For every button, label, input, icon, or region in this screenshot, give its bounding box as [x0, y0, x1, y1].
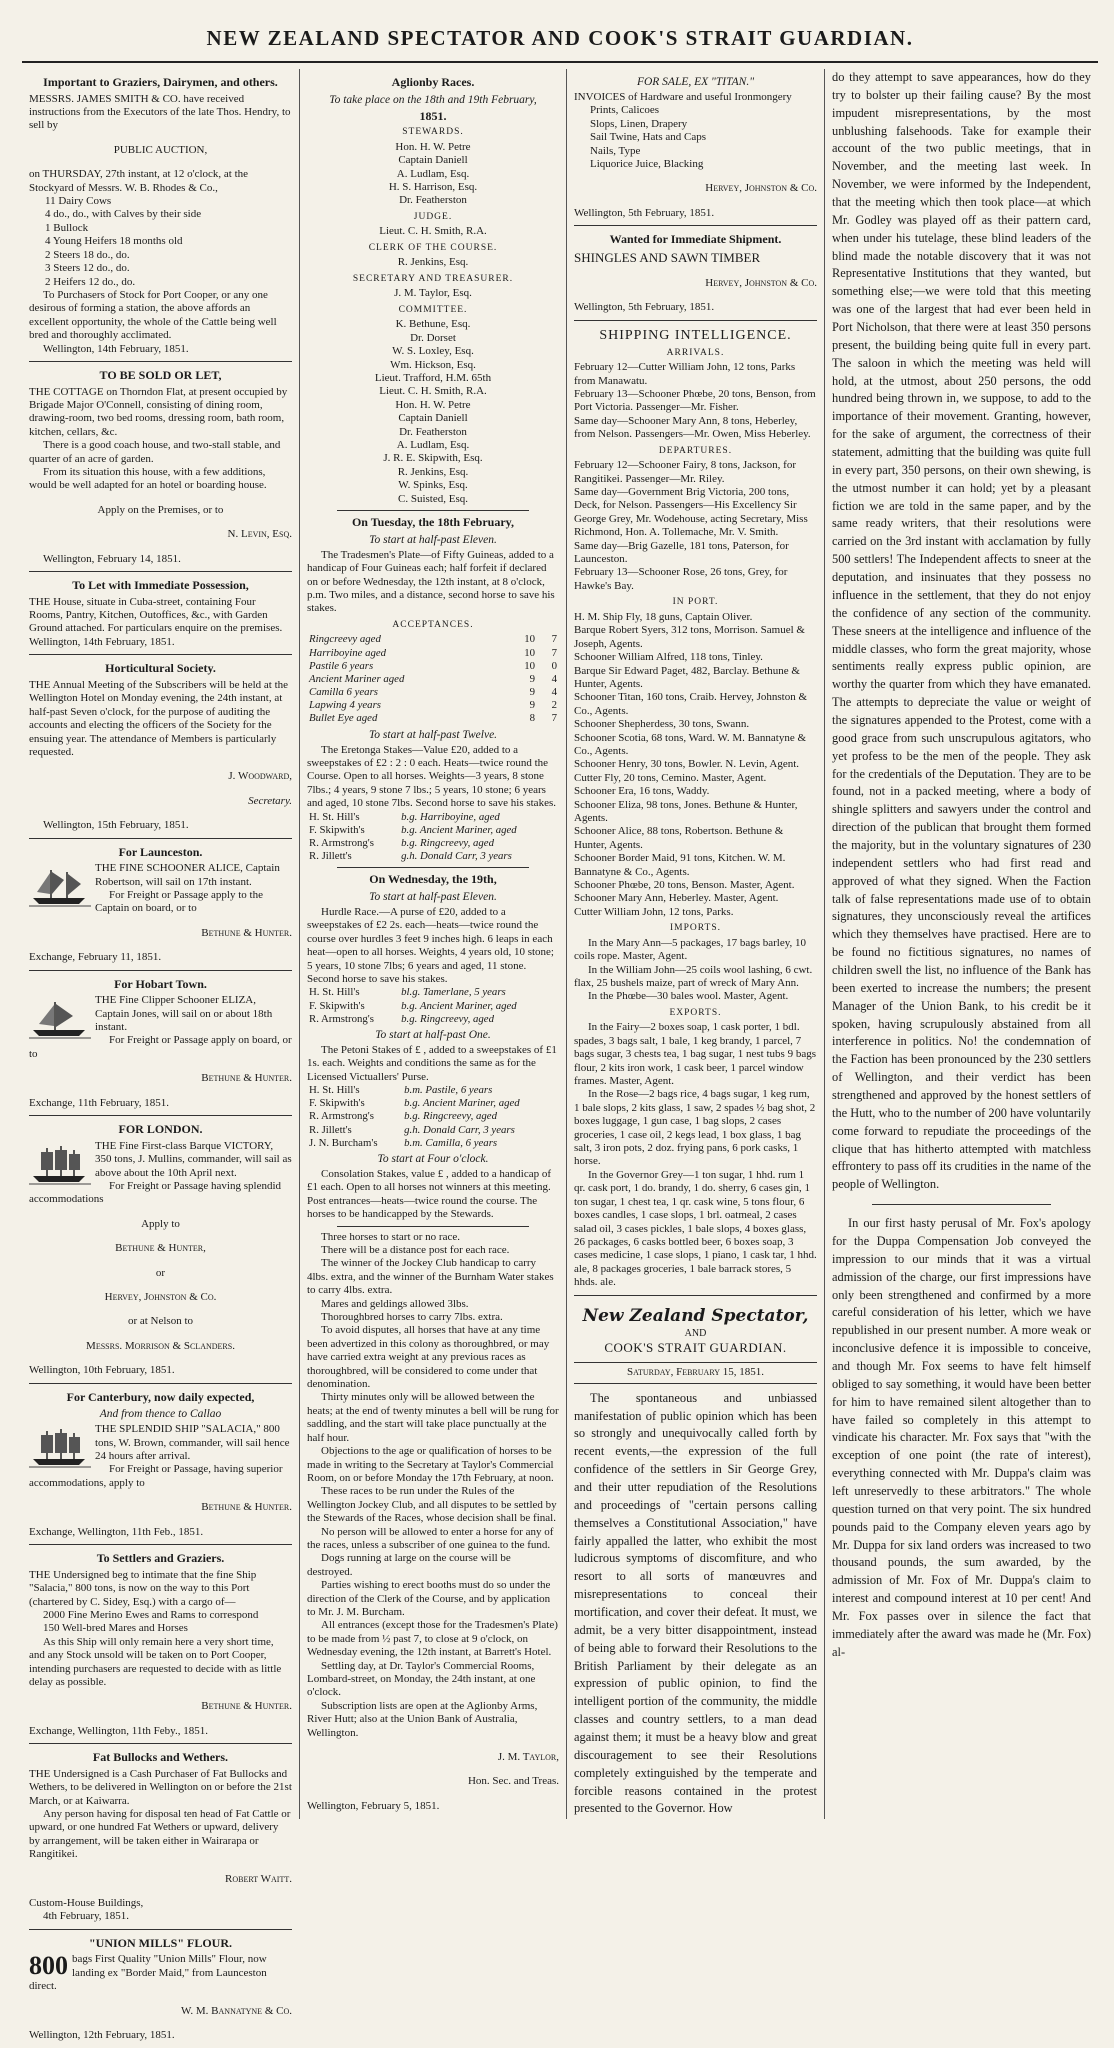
table-row	[307, 1124, 559, 1137]
table-row	[307, 1000, 559, 1013]
list-item: Nails, Type	[590, 144, 641, 157]
ad-bullocks	[29, 1744, 292, 1930]
ad-let	[29, 572, 292, 655]
ad-or: or	[155, 1266, 166, 1279]
rule: No person will be allowed to enter a horse for any of the races, unless a subscriber of one guinea to the fund.	[307, 1525, 554, 1551]
ad-date: Exchange, February 11, 1851.	[29, 951, 162, 964]
arrival-entry: Same day—Schooner Mary Ann, 8 tons, Heberley, from Nelson. Passengers—Mr. Owen, Miss Heberley.	[574, 414, 811, 441]
weight-stone: 10	[524, 659, 535, 672]
owner: F. Skipwith's	[309, 999, 365, 1012]
import-entry: In the Mary Ann—5 packages, 17 bags barley, 10 coils rope. Master, Agent.	[574, 936, 807, 963]
secretary: J. M. Taylor, Esq.	[394, 287, 472, 300]
ad-launceston	[29, 839, 292, 971]
ad-apply: Apply on the Premises, or to	[97, 503, 224, 516]
ad-heading: For Hobart Town.	[114, 976, 207, 991]
ad-signature: Bethune & Hunter.	[201, 1501, 292, 1514]
race-rules	[307, 1231, 559, 1740]
ad-freight: For Freight or Passage having splendid accommodations	[29, 1179, 282, 1206]
committee-member: Lieut. C. H. Smith, R.A.	[379, 385, 487, 398]
list-item: 4 Young Heifers 18 months old	[45, 235, 183, 248]
in-port-entry: Schooner William Alfred, 118 tons, Tinley.	[574, 651, 763, 664]
weight-lb: 7	[551, 712, 557, 725]
steward: H. S. Harrison, Esq.	[388, 181, 478, 194]
ad-flour	[29, 1930, 292, 2048]
weight-lb: 0	[551, 659, 557, 672]
in-port-entry: Schooner Scotia, 68 tons, Ward. W. M. Bannatyne & Co., Agents.	[574, 731, 807, 757]
goods-list	[590, 104, 817, 171]
departures-label: DEPARTURES.	[658, 445, 733, 456]
in-port-entry: Cutter William John, 12 tons, Parks.	[574, 905, 734, 918]
weight-stone: 9	[529, 699, 535, 712]
rule: Thoroughbred horses to carry 7lbs. extra.	[321, 1311, 503, 1324]
in-port-entry: H. M. Ship Fly, 18 guns, Captain Oliver.	[574, 610, 753, 623]
ad-date: Wellington, 14th February, 1851.	[43, 342, 189, 355]
ad-date: Wellington, 14th February, 1851.	[29, 635, 175, 648]
table-row	[307, 1137, 559, 1150]
ad-freight: For Freight or Passage, having superior accommodations, apply to	[29, 1463, 283, 1489]
committee-label: COMMITTEE.	[398, 304, 468, 315]
horse-name: Ringcreevy aged	[309, 633, 381, 646]
steward: A. Ludlam, Esq.	[396, 167, 470, 180]
list-item: 4 do., do., with Calves by their side	[45, 208, 202, 221]
steward: Captain Daniell	[398, 154, 468, 167]
ad-body: THE FINE SCHOONER ALICE, Captain Robertson, will sail on 17th instant.	[95, 862, 280, 888]
in-port-entry: Barque Robert Syers, 312 tons, Morrison. Samuel & Joseph, Agents.	[574, 624, 805, 650]
owner: J. N. Burcham's	[309, 1136, 378, 1149]
rule: Mares and geldings allowed 3lbs.	[321, 1297, 469, 1310]
judge-label: JUDGE.	[413, 211, 453, 222]
list-item: Slops, Linen, Drapery	[590, 117, 688, 130]
departure-entry: February 13—Schooner Rose, 26 tons, Grey, for Hawke's Bay.	[574, 566, 788, 592]
ad-signature: N. Levin, Esq.	[227, 528, 292, 541]
ad-signature: Bethune & Hunter.	[201, 1700, 292, 1713]
horse: g.h. Donald Carr, 3 years	[401, 850, 512, 863]
ad-subheading: And from thence to Callao	[99, 1408, 222, 1421]
rule: These races to be run under the Rules of the Wellington Jockey Club, and all disputes to be settled by the Stewards of the Races, whose decision shall be final.	[307, 1485, 557, 1525]
exports-label: EXPORTS.	[669, 1007, 722, 1018]
table-row	[307, 837, 559, 850]
horse: b.g. Ancient Mariner, aged	[404, 1097, 520, 1110]
rule: Thirty minutes only will be allowed between the heats; at the end of twenty minutes a bell will be rung for saddling, and the start will take place punctually at the half hour.	[307, 1391, 559, 1444]
rule: To avoid disputes, all horses that have at any time been advertized in this colony as thoroughbred, or may have carried extra weight at any previous races as thoroughbred, will be considered to come under that denomination.	[307, 1324, 550, 1391]
ad-heading: TO BE SOLD OR LET,	[99, 367, 222, 382]
ad-horticultural	[29, 655, 292, 838]
divider	[872, 1204, 1051, 1205]
rule: All entrances (except those for the Tradesmen's Plate) to be made from ½ past 7, to close at 9 o'clock, on Wednesday evening, the 12th instant, at Barrett's Hotel.	[307, 1619, 558, 1659]
committee-member: Hon. H. W. Petre	[395, 398, 471, 411]
list-item: 1 Bullock	[45, 221, 89, 234]
entries-table	[307, 986, 559, 1026]
horse-name: Pastile 6 years	[309, 659, 374, 672]
ad-heading: Horticultural Society.	[105, 661, 216, 676]
acceptances-label: ACCEPTANCES.	[392, 619, 474, 630]
signature: J. M. Taylor,	[497, 1751, 559, 1764]
departure-entry: February 12—Schooner Fairy, 8 tons, Jackson, for Rangitikei. Passenger—Mr. Riley.	[574, 459, 796, 485]
day-heading: On Tuesday, the 18th February,	[351, 515, 515, 530]
horse: b.g. Ringcreevy, aged	[401, 1012, 494, 1025]
ad-date: Exchange, Wellington, 11th Feb., 1851.	[29, 1525, 204, 1538]
start-time: To start at half-past Twelve.	[368, 728, 498, 741]
table-row	[307, 850, 559, 863]
acceptances-table	[307, 633, 559, 725]
ad-cargo: 150 Well-bred Mares and Horses	[43, 1622, 188, 1635]
horse-name: Bullet Eye aged	[309, 712, 378, 725]
ad-body: THE SPLENDID SHIP "SALACIA," 800 tons, W. Brown, commander, will sail hence 24 hours after arrival.	[95, 1423, 290, 1463]
paper-and: AND	[684, 1328, 707, 1340]
in-port-entry: Barque Sir Edward Paget, 482, Barclay. Bethune & Hunter, Agents.	[574, 664, 800, 690]
ad-signature: Hervey, Johnston & Co.	[705, 276, 817, 289]
owner: H. St. Hill's	[309, 810, 360, 823]
ad-body: Any person having for disposal ten head of Fat Cattle or upward, or one hundred Fat Wethers or upward, delivery by arrangement, will be taken either in Wairarapa or Rangitikei.	[29, 1808, 291, 1861]
import-entry: In the Phœbe—30 bales wool. Master, Agent.	[588, 990, 789, 1003]
race-description: The Eretonga Stakes—Value £20, added to a sweepstakes of £2 : 2 : 0 each. Heats—twice round the Course. Open to all horses. Weights—3 years, 8 stone 7lbs.; 4 years, 9 stone 7 lbs.; 5 years, 10 stone; 6 years and aged, 10 stone 7lbs. Second horse to save his stakes.	[307, 743, 556, 810]
rule: Parties wishing to erect booths must do so under the direction of the Clerk of the Course, and by application to Mr. J. M. Burcham.	[307, 1579, 551, 1618]
owner: R. Jillett's	[309, 850, 352, 863]
ad-at: or at Nelson to	[127, 1315, 194, 1328]
weight-lb: 7	[551, 633, 557, 646]
column-3	[566, 69, 824, 1819]
ad-heading: Important to Graziers, Dairymen, and others.	[43, 75, 278, 89]
export-entry: In the Governor Grey—1 ton sugar, 1 hhd. rum 1 qr. cask port, 1 do. brandy, 1 do. sherry, 6 cases gin, 1 ton sugar, 1 chest tea, 1 qr. cask wine, 5 tons flour, 6 boxes candles, 1 case slops, 1 brl. oatmeal, 2 cases salad oil, 3 cases pickles, 1 bale slops, 4 boxes glass, 26 packages, 6 casks bottled beer, 6 boxes soap, 3 cases medicine, 1 case slops, 1 piano, 1 cask tar, 1 hhd. ale, 8 packages groceries, 1 bale barrack stores, 5 hhds. ale.	[574, 1168, 817, 1289]
ad-public-auction: PUBLIC AUCTION,	[113, 143, 208, 156]
horse-name: Lapwing 4 years	[309, 699, 381, 712]
ad-body: SHINGLES AND SAWN TIMBER	[574, 249, 761, 265]
committee-member: Captain Daniell	[398, 412, 468, 425]
ad-signature: Robert Waitt.	[225, 1872, 292, 1885]
ad-apply: Apply to	[141, 1217, 180, 1230]
ad-body: THE COTTAGE on Thorndon Flat, at present occupied by Brigade Major O'Connell, consisting of dining room, drawing-room, two bed rooms, dressing room, bath room, kitchen, cellars, &c.	[29, 385, 288, 438]
list-item: 3 Steers 12 do., do.	[45, 262, 130, 275]
ad-freight: For Freight or Passage apply on board, or to	[29, 1034, 292, 1060]
owner: R. Armstrong's	[309, 836, 374, 849]
ad-body: THE House, situate in Cuba-street, containing Four Rooms, Pantry, Kitchen, Outoffices, &c., with Garden Ground attached. For particulars enquire on the premises.	[29, 595, 283, 635]
ad-heading: For Canterbury, now daily expected,	[66, 1389, 255, 1404]
ad-shingles	[574, 226, 817, 320]
column-1	[22, 69, 299, 2042]
in-port-entry: Schooner Alice, 88 tons, Robertson. Bethune & Hunter, Agents.	[574, 825, 784, 851]
committee-member: R. Jenkins, Esq.	[397, 465, 469, 478]
shipping-intelligence	[574, 321, 817, 1296]
ad-signature: Bethune & Hunter.	[201, 926, 292, 939]
race-description: The Tradesmen's Plate—of Fifty Guineas, added to a handicap of Four Guineas each; half forfeit if declared on or before Wednesday, the 12th instant, at 8 o'clock, p.m. Two miles, and a distance, second horse to save his stakes.	[307, 548, 555, 615]
committee-member: K. Bethune, Esq.	[395, 318, 471, 331]
ad-signature-title: Secretary.	[248, 794, 292, 807]
table-row	[307, 699, 559, 712]
race-description: The Petoni Stakes of £ , added to a sweepstakes of £1 1s. each. Weights and conditions the same as for the Licensed Victuallers' Purse.	[307, 1043, 557, 1083]
stock-list	[45, 195, 292, 289]
ship-icon	[29, 1142, 91, 1186]
start-time: To start at half-past Eleven.	[369, 890, 497, 903]
signature-title: Hon. Sec. and Treas.	[467, 1775, 559, 1788]
in-port-entry: Schooner Phœbe, 20 tons, Benson. Master, Agent.	[574, 879, 795, 891]
ad-body: From its situation this house, with a few additions, would be well adapted for an hotel or boarding house.	[29, 466, 267, 492]
committee-member: Wm. Hickson, Esq.	[390, 358, 476, 371]
imports-label: IMPORTS.	[670, 923, 721, 934]
horse: b.g. Ringcreevy, aged	[401, 836, 494, 849]
rule: Dogs running at large on the course will be destroyed.	[307, 1552, 511, 1578]
ad-date: Wellington, 5th February, 1851.	[574, 206, 715, 219]
ad-date: Custom-House Buildings,	[29, 1897, 144, 1910]
ad-date: Wellington, 5th February, 1851.	[574, 301, 715, 314]
ad-date: Wellington, 12th February, 1851.	[29, 2029, 175, 2042]
ad-heading: To Settlers and Graziers.	[96, 1551, 225, 1566]
arrival-entry: February 12—Cutter William John, 12 tons, Parks from Manawatu.	[574, 361, 796, 387]
stewards-label: STEWARDS.	[402, 127, 464, 138]
ad-signature: Hervey, Johnston & Co.	[104, 1290, 217, 1303]
table-row	[307, 986, 559, 999]
committee-member: W. Spinks, Esq.	[398, 479, 468, 492]
owner: F. Skipwith's	[309, 1097, 365, 1110]
races-year: 1851.	[419, 108, 447, 123]
paper-subtitle: COOK'S STRAIT GUARDIAN.	[604, 1340, 787, 1356]
ad-body: As this Ship will only remain here a very short time, and any Stock unsold will be taken on to Port Cooper, intending purchasers are requested to decide with as little delay as possible.	[29, 1635, 282, 1688]
editorial-continuation: do they attempt to save appearances, how do they try to bolster up their failing cause? By the most impudent misrepresentations, by the most unblushing falsehoods. Take for example their account of the two public meetings, that in November, and the meeting last week. In November, we were informed by the Independent, that the meeting which then took place—at which Mr. Godley was played off as their pattern card, when under his tutelage, these blind leaders of the blind made the notable discovery that it was not Representative Institutions that they wanted, but something else;—we were told that this meeting was one of the largest that had ever been held in Port Nicholson, that there were at least 350 persons present, the building being quite full in every part. The saloon in which the meeting was held will hold, at the utmost, about 250 persons, the odd hundred being thrown in, we suppose, to add to the importance of their movement. Granting, however, for the sake of argument, the correctness of their statement, admitting that the building was quite full in every part, 350 persons, on their own shewing, is the utmost number it can hold; yet by a pleasant fiction we are told in the same paper, and by the same ready writers, that their resolutions were carried on the 3rd instant with acclamation by fully 500 settlers! The Independent affects to sneer at the deputation, and insinuates that they possess no influence in the settlement, that they do not enjoy the confidence of any section of the community. These sneers at the intelligence and influence of the middle classes, who form the great majority, whose sentiments really express public opinion, are worthy the quarter from which they have emanated. The attempts to depreciate the value or weight of the signatures appended to the Protest, come with a good grace from such unscrupulous agitators, who yet profess to be the men of the people. They ask for the credentials of the Deputation. They are to be found, not in a packed meeting, where a body of shingle splitters and sawyers under the control and direction of the publican that brought them formed the majority, but in the voluntary signatures of 230 independent settlers who had first read and approved of what they signed. When the Faction talk of false representations made use of to obtain signatures, they unconsciously reveal the artifices which they themselves have practised. Here are to be found no fictitious signatures, no names of children swell the list, no influence of the Bank has been exerted to increase the numbers; the present Manager of the Union Bank, to his credit be it spoken, having scrupulously abstained from all interference in politics. No! the condemnation of the Faction has been pronounced by the 230 settlers of Wellington, and their verdict has been strengthened and approved by the honest settlers of the Hutt, who to the number of 200 have voluntarily come forward to repudiate the proceedings of the clique that has hitherto attempted with matchless effrontery to pass off its crudities in the name of the people of Wellington.	[832, 70, 1091, 1192]
ship-icon	[29, 864, 91, 908]
committee-member: Lieut. Trafford, H.M. 65th	[374, 372, 492, 385]
rule: There will be a distance post for each race.	[321, 1244, 510, 1257]
in-port-entry: Schooner Border Maid, 91 tons, Kitchen. W. M. Bannatyne & Co., Agents.	[574, 852, 786, 878]
horse: b.g. Harriboyine, aged	[401, 810, 500, 823]
departure-entry: Same day—Brig Gazelle, 181 tons, Paterson, for Launceston.	[574, 539, 789, 566]
editorial-paragraph: In our first hasty perusal of Mr. Fox's apology for the Duppa Compensation Job conveyed the impression to our minds that it was a virtual admission of the charge, our first impressions have only been strengthened and confirmed by a more careful consideration of his letter, which we have republished in our present number. A more weak or inconclusive defence it is impossible to conceive, and though Mr. Fox seems to have felt himself obliged to say something, it would have been better for him to have remained silent altogether than to have failed so completely in this attempt to vindicate his character. Mr. Fox says that "with the exception of one point (the rate of interest), everything connected with Mr. Duppa's claim was left unreservedly to these arbitrators." The whole question turned on that very point. The six hundred pounds paid to the Company eleven years ago by Mr. Duppa for six land orders was increased to two thousand pounds, the sum awarded, by the admission of Mr. Fox of Mr. Duppa's claim to interest and compound interest at 10 per cent! And Mr. Fox passes over in silence the fact that immediately after the award was made he (Mr. Fox) al-	[832, 1216, 1091, 1659]
in-port-entry: Schooner Mary Ann, Heberley. Master, Agent.	[574, 892, 779, 905]
judge: Lieut. C. H. Smith, R.A.	[379, 225, 487, 238]
ad-body: MESSRS. JAMES SMITH & CO. have received instructions from the Executors of the late Thos. Hendry, to sell by	[29, 92, 291, 132]
table-row	[307, 633, 559, 646]
weight-lb: 4	[551, 672, 557, 685]
steward: Hon. H. W. Petre	[395, 140, 471, 153]
rule: Objections to the age or qualification of horses to be made in writing to the Secretary at Taylor's Commercial Room, on or before Monday the 17th February, at noon.	[307, 1445, 554, 1484]
ship-icon	[29, 1425, 91, 1469]
weight-stone: 8	[529, 712, 535, 725]
ad-body: THE Undersigned is a Cash Purchaser of Fat Bullocks and Wethers, to be delivered in Wellington on or before the 21st March, or at Kaiwarra.	[29, 1767, 292, 1807]
ad-date: Exchange, 11th February, 1851.	[29, 1096, 170, 1109]
secretary-label: SECRETARY AND TREASURER.	[352, 273, 514, 284]
table-row	[307, 673, 559, 686]
clerk: R. Jenkins, Esq.	[397, 256, 469, 269]
ad-date: Exchange, Wellington, 11th Feby., 1851.	[29, 1724, 208, 1737]
table-row	[307, 1084, 559, 1097]
horse: b.g. Ringcreevy, aged	[404, 1110, 497, 1123]
ad-body: INVOICES of Hardware and useful Ironmongery	[574, 91, 792, 104]
table-row	[307, 1013, 559, 1026]
in-port-entry: Schooner Era, 16 tons, Waddy.	[574, 785, 710, 798]
rule: Settling day, at Dr. Taylor's Commercial Rooms, Lombard-street, on Monday, the 24th instant, at one o'clock.	[307, 1659, 536, 1699]
horse: b.g. Ancient Mariner, aged	[401, 999, 517, 1012]
weight-stone: 10	[524, 646, 535, 659]
arrival-entry: February 13—Schooner Phœbe, 20 tons, Benson, from Port Victoria. Passenger—Mr. Fisher.	[574, 388, 816, 414]
in-port-entry: Schooner Titan, 160 tons, Craib. Hervey, Johnston & Co., Agents.	[574, 691, 808, 717]
ad-hobart	[29, 971, 292, 1116]
owner: H. St. Hill's	[309, 1084, 360, 1097]
ad-sold	[29, 362, 292, 572]
list-item: Liquorice Juice, Blacking	[590, 158, 704, 171]
ad-signature: Bethune & Hunter.	[201, 1072, 292, 1085]
ad-body: bags First Quality "Union Mills" Flour, now landing ex "Border Maid," from Launceston direct.	[29, 1953, 267, 1993]
column-2	[299, 69, 566, 1819]
committee-member: J. R. E. Skipwith, Esq.	[383, 452, 483, 465]
horse: b.m. Pastile, 6 years	[404, 1084, 493, 1097]
list-item: 2 Steers 18 do., do.	[45, 248, 130, 261]
ad-signature: Bethune & Hunter,	[115, 1242, 206, 1255]
ad-body: THE Undersigned beg to intimate that the fine Ship "Salacia," 800 tons, is now on the way to this Port (chartered by C. Sidey, Esq.) with a cargo of—	[29, 1568, 257, 1608]
horse: bl.g. Tamerlane, 5 years	[401, 986, 506, 999]
paper-title: New Zealand Spectator,	[582, 1305, 809, 1326]
rule: The winner of the Jockey Club handicap to carry 4lbs. extra, and the winner of the Burnham Water stakes to carry 4lbs. extra.	[307, 1257, 554, 1297]
committee-member: Dr. Dorset	[410, 331, 456, 344]
rule: Subscription lists are open at the Aglionby Arms, River Hutt; also at the Union Bank of Australia, Wellington.	[307, 1699, 538, 1739]
ad-heading: For Launceston.	[118, 844, 203, 859]
horse-name: Camilla 6 years	[309, 686, 378, 699]
races-heading: Aglionby Races.	[391, 75, 475, 89]
weight-stone: 9	[529, 672, 535, 685]
ad-heading: FOR LONDON.	[118, 1122, 203, 1137]
ad-date: Wellington, 10th February, 1851.	[29, 1364, 175, 1377]
section-heading: SHIPPING INTELLIGENCE.	[599, 327, 792, 343]
rule: Three horses to start or no race.	[321, 1230, 460, 1243]
ad-detail: on THURSDAY, 27th instant, at 12 o'clock, at the Stockyard of Messrs. W. B. Rhodes & Co.,	[29, 168, 249, 194]
start-time: To start at half-past One.	[375, 1028, 491, 1041]
ad-canterbury	[29, 1384, 292, 1545]
in-port-entry: Schooner Henry, 30 tons, Bowler. N. Levin, Agent.	[574, 758, 800, 771]
table-row	[307, 1097, 559, 1110]
entries-table	[307, 811, 559, 864]
committee-member: W. S. Loxley, Esq.	[392, 345, 474, 358]
committee-member: C. Suisted, Esq.	[398, 492, 468, 505]
paper-date: Saturday, February 15, 1851.	[574, 1362, 817, 1383]
ad-settlers	[29, 1545, 292, 1744]
list-item: 11 Dairy Cows	[45, 195, 112, 208]
ad-signature: W. M. Bannatyne & Co.	[181, 2004, 292, 2017]
list-item: 2 Heifers 12 do., do.	[45, 275, 136, 288]
horse: b.g. Ancient Mariner, aged	[401, 823, 517, 836]
ad-date: Wellington, 15th February, 1851.	[43, 819, 189, 832]
ad-body: There is a good coach house, and two-stall stable, and quarter of an acre of garden.	[29, 439, 281, 465]
entries-table	[307, 1084, 559, 1150]
divider	[337, 510, 529, 511]
ad-heading: To Let with Immediate Possession,	[72, 578, 249, 593]
in-port-entry: Cutter Fly, 20 tons, Cemino. Master, Agent.	[574, 771, 767, 784]
ad-date: 4th February, 1851.	[43, 1910, 130, 1923]
in-port-label: IN PORT.	[672, 597, 719, 608]
flour-quantity: 800	[29, 1951, 68, 1981]
race-description: Consolation Stakes, value £ , added to a handicap of £1 each. Open to all horses not winners at this meeting. Post entrances—heats—twice round the course. The horses to be handicapped by the Stewards.	[307, 1167, 552, 1221]
export-entry: In the Fairy—2 boxes soap, 1 cask porter, 1 bdl. spades, 3 bags salt, 1 bale, 1 keg brandy, 1 parcel, 7 bags sugar, 3 chests tea, 1 bag sugar, 1 nest tubs 9 bags flour, 2 kits iron work, 1 cask beer, 1 parcel window frames. Master, Agent.	[574, 1021, 816, 1088]
import-entry: In the William John—25 coils wool lashing, 6 cwt. flax, 25 bushels maize, part of wreck of Mary Ann.	[574, 963, 813, 990]
table-row	[307, 686, 559, 699]
ad-graziers	[29, 69, 292, 362]
owner: R. Armstrong's	[309, 1012, 374, 1025]
owner: R. Armstrong's	[309, 1110, 374, 1123]
ad-heading: FOR SALE, EX "TITAN."	[636, 76, 755, 88]
horse: g.h. Donald Carr, 3 years	[404, 1123, 515, 1136]
columns	[22, 69, 1098, 2042]
races-dates: To take place on the 18th and 19th February,	[329, 93, 537, 106]
in-port-entry: Schooner Eliza, 98 tons, Jones. Bethune & Hunter, Agents.	[574, 798, 798, 824]
ad-body: THE Fine First-class Barque VICTORY, 350 tons, J. Mullins, commander, will sail as above about the 10th April next.	[95, 1139, 292, 1179]
ad-freight: For Freight or Passage apply to the Captain on board, or to	[95, 889, 263, 915]
weight-stone: 10	[524, 633, 535, 646]
races-notice	[307, 69, 559, 1818]
ad-body: THE Fine Clipper Schooner ELIZA, Captain Jones, will sail on or about 18th instant.	[95, 994, 273, 1034]
clerk-label: CLERK OF THE COURSE.	[368, 242, 498, 253]
table-row	[307, 1110, 559, 1123]
column-4	[824, 69, 1098, 1819]
owner: R. Jillett's	[309, 1123, 352, 1136]
horse-name: Harriboyine aged	[309, 646, 387, 659]
table-row	[307, 824, 559, 837]
horse-name: Ancient Mariner aged	[309, 672, 405, 685]
list-item: Sail Twine, Hats and Caps	[590, 131, 707, 144]
weight-stone: 9	[529, 686, 535, 699]
arrivals-label: ARRIVALS.	[666, 347, 725, 358]
in-port-entry: Schooner Shepherdess, 30 tons, Swann.	[574, 718, 750, 731]
table-row	[307, 660, 559, 673]
weight-lb: 4	[551, 686, 557, 699]
export-entry: In the Rose—2 bags rice, 4 bags sugar, 1 keg rum, 1 bale slops, 2 kits glass, 1 saw, 2 spades ½ bag shot, 2 boxes luggage, 1 gun case, 1 bag slops, 2 cases groceries, 1 case oil, 2 kegs lead, 1 box glass, 1 bag salt, 3 iron pots, 2 doz. frying pans, 6 pork casks, 1 horse.	[574, 1088, 816, 1168]
weight-lb: 2	[551, 699, 557, 712]
ad-closing: To Purchasers of Stock for Port Cooper, or any one desirous of forming a station, the above affords an excellent opportunity, the whole of the Cattle being well bred and thoroughly acclimated.	[29, 288, 277, 342]
owner: F. Skipwith's	[309, 823, 365, 836]
editorial-paragraph: The spontaneous and unbiassed manifestation of public opinion which has been so strongly and unequivocally called forth by recent events,—the expression of the full confidence of the settlers in Sir George Grey, and their utter repudiation of the Resolutions and proceedings of "certain persons calling themselves a Constitutional Association," have fairly appalled the latter, who exhibit the most ludicrous symptoms of discomfiture, and who resort to all sorts of manœuvres and misrepresentations to conceal their mortification, and cover their defeat. It must, we admit, be a very bitter disappointment, instead of being able to forward their Resolutions to the British Parliament by their delegate as an expression of public opinion, to find the intelligent portion of the community, the middle classes and country settlers, to a man dead against them; it must be a heavy blow and great discouragement to see their Resolutions completely extinguished by the temperate and forcible reasons contained in the protest presented to the Governor. How	[574, 1390, 817, 1816]
steward: Dr. Featherston	[399, 194, 467, 207]
ad-date: Wellington, February 14, 1851.	[43, 552, 181, 565]
editorial	[574, 1296, 817, 1824]
horse: b.m. Camilla, 6 years	[404, 1136, 498, 1149]
list-item: Prints, Calicoes	[590, 104, 660, 117]
race-description: Hurdle Race.—A purse of £20, added to a sweepstakes of £2 2s. each—heats—twice round the course over hurdles 3 feet 9 inches high. 6 leaps in each heat—open to all horses. Weights, 4 years old, 10 stone; 5 years, 10 stone 7lbs; 6 years and aged, 11 stone. Second horse to save his stakes.	[307, 905, 554, 985]
ad-signature: J. Woodward,	[228, 770, 292, 783]
ship-icon	[29, 996, 91, 1040]
day-heading: On Wednesday, the 19th,	[369, 872, 497, 887]
ad-body: THE Annual Meeting of the Subscribers will be held at the Wellington Hotel on Monday evening, the 24th instant, at half-past Seven o'clock, for the purpose of auditing the accounts and electing the officers of the Society for the ensuing year. The attendance of Members is particularly requested.	[29, 678, 289, 758]
editorial-body	[574, 1390, 817, 1819]
ad-signature: Messrs. Morrison & Sclanders.	[86, 1339, 235, 1352]
ad-for-sale	[574, 69, 817, 226]
ad-heading: Wanted for Immediate Shipment.	[609, 232, 782, 247]
ad-london	[29, 1116, 292, 1384]
ad-cargo: 2000 Fine Merino Ewes and Rams to correspond	[43, 1608, 259, 1621]
divider	[337, 867, 529, 868]
ad-heading: Fat Bullocks and Wethers.	[92, 1750, 229, 1765]
committee-member: Dr. Featherston	[399, 425, 467, 438]
divider	[337, 1226, 529, 1227]
ad-heading: "UNION MILLS" FLOUR.	[88, 1935, 232, 1950]
notice-date: Wellington, February 5, 1851.	[307, 1799, 440, 1812]
weight-lb: 7	[551, 646, 557, 659]
table-row	[307, 647, 559, 660]
table-row	[307, 811, 559, 824]
departure-entry: Same day—Government Brig Victoria, 200 tons, Deck, for Nelson. Passengers—His Excellency Sir George Grey, Mr. Wodehouse, acting Secretary, Miss Richmond, Hon. A. Tollemache, Mr. V. Smith.	[574, 486, 808, 539]
start-time: To start at half-past Eleven.	[369, 533, 497, 546]
table-row	[307, 712, 559, 725]
ad-signature: Hervey, Johnston & Co.	[705, 182, 817, 195]
committee-member: A. Ludlam, Esq.	[396, 439, 470, 452]
masthead: NEW ZEALAND SPECTATOR AND COOK'S STRAIT GUARDIAN.	[22, 10, 1098, 63]
owner: H. St. Hill's	[309, 986, 360, 999]
start-time: To start at Four o'clock.	[377, 1152, 489, 1165]
